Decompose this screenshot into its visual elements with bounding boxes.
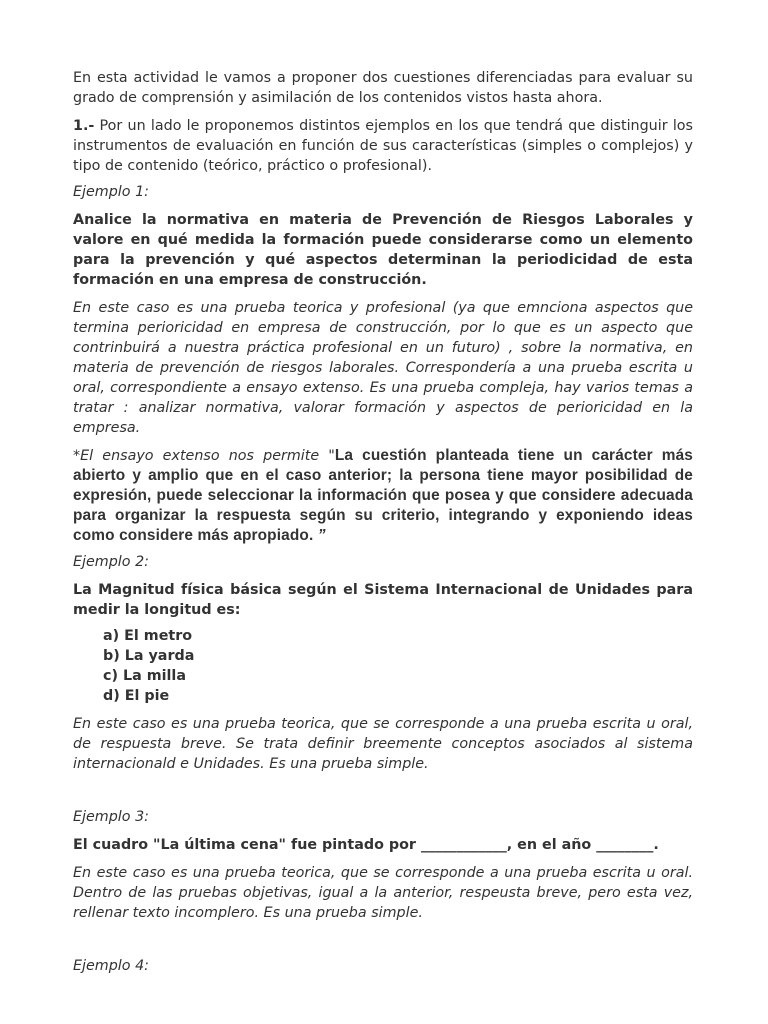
example-1-heading: Ejemplo 1: bbox=[73, 184, 149, 200]
question-1-paragraph bbox=[73, 116, 693, 176]
intro-paragraph: En esta actividad le vamos a proponer dos cuestiones diferenciadas para evaluar su grado de comprensión y asimilación de los contenidos vistos hasta ahora. bbox=[73, 70, 693, 106]
option-d: d) El pie bbox=[103, 688, 170, 704]
option-a: a) El metro bbox=[103, 628, 193, 644]
example-2-question: La Magnitud física básica según el Sistema Internacional de Unidades para medir la longitud es: bbox=[73, 582, 693, 618]
example-1-answer: En este caso es una prueba teorica y profesional (ya que emnciona aspectos que termina perioricidad en empresa de construcción, por lo que es un aspecto que contrinbuirá a nuestra práctica profesional en un futuro) , sobre la normativa, en materia de prevención de riesgos laborales. Correspondería a una prueba escrita u oral, correspondiente a ensayo extenso. Es una prueba compleja, hay varios temas a tratar : analizar normativa, valorar formación y aspectos de perioricidad en la empresa. bbox=[73, 300, 693, 436]
example-3-answer: En este caso es una prueba teorica, que se corresponde a una prueba escrita u oral. Dentro de las pruebas objetivas, igual a la anterior, respeusta breve, pero esta vez, rellenar texto incomplero. Es una prueba simple. bbox=[73, 865, 693, 921]
question-1-text: Por un lado le proponemos distintos ejemplos en los que tendrá que distinguir los instrumentos de evaluación en función de sus características (simples o complejos) y tipo de contenido (teórico, práctico o profesional). bbox=[73, 118, 693, 174]
document-page bbox=[73, 68, 693, 976]
example-2-answer: En este caso es una prueba teorica, que se corresponde a una prueba escrita u oral, de respuesta breve. Se trata definir breemente conceptos asociados al sistema internacionald e Unidades. Es una prueba simple. bbox=[73, 716, 693, 772]
option-c: c) La milla bbox=[103, 668, 186, 684]
example-1-note-suffix: ” bbox=[313, 527, 326, 544]
example-4-heading: Ejemplo 4: bbox=[73, 958, 149, 974]
example-1-question: Analice la normativa en materia de Prevención de Riesgos Laborales y valore en qué medida la formación puede considerarse como un elemento para la prevención y qué aspectos determinan la periodicidad de esta formación en una empresa de construcción. bbox=[73, 212, 693, 288]
example-1-note bbox=[73, 446, 693, 546]
example-1-note-prefix: *El ensayo extenso nos permite " bbox=[73, 448, 335, 464]
example-3-question: El cuadro "La última cena" fue pintado por ____________, en el año ________. bbox=[73, 837, 659, 853]
question-1-number: 1.- bbox=[73, 118, 95, 134]
option-b: b) La yarda bbox=[103, 648, 195, 664]
example-1-note-quote: La cuestión planteada tiene un carácter más abierto y amplio que en el caso anterior; la persona tiene mayor posibilidad de expresión, puede seleccionar la información que posea y que considere adecuada para organizar la respuesta según su criterio, integrando y exponiendo ideas como considere más apropiado. bbox=[73, 447, 694, 544]
spacer bbox=[73, 923, 693, 956]
example-3-heading: Ejemplo 3: bbox=[73, 809, 149, 825]
spacer bbox=[73, 774, 693, 807]
example-2-options bbox=[103, 626, 693, 706]
example-2-heading: Ejemplo 2: bbox=[73, 554, 149, 570]
